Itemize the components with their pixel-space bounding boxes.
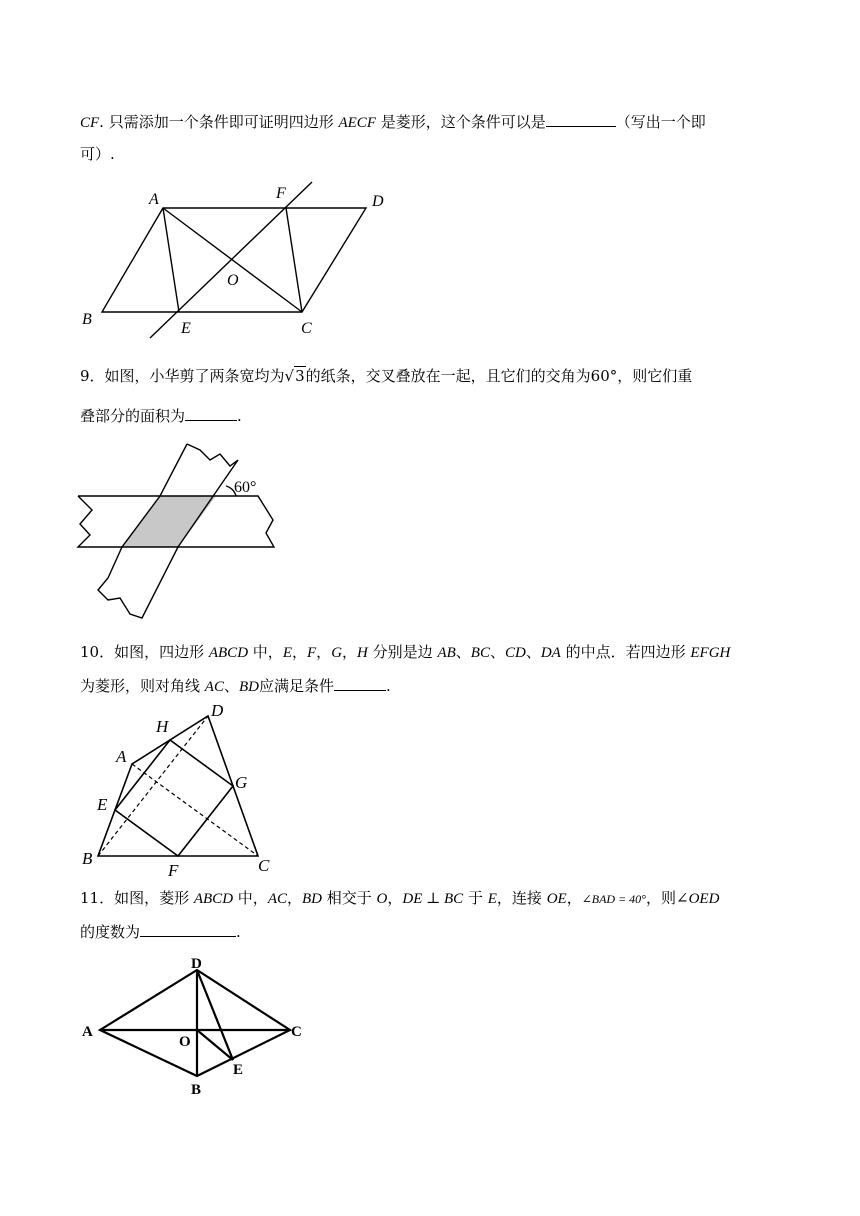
- q10-text: 分别是边: [367, 643, 438, 661]
- q11-angle-bad: ∠BAD = 40°: [581, 892, 646, 906]
- q8-text-line-2: [80, 144, 780, 164]
- label-c: C: [291, 1024, 302, 1040]
- q9-text-line-1: [80, 366, 780, 386]
- q11-text: ，连接: [496, 889, 547, 907]
- q8-segment-aecf: AECF: [338, 115, 376, 131]
- q8-text: . 只需添加一个条件即可证明四边形: [99, 113, 339, 131]
- q11-angle-oed: ∠OED: [676, 891, 720, 907]
- q11-o: O: [376, 891, 388, 907]
- label-c: C: [258, 856, 270, 875]
- q11-e: E: [487, 891, 497, 907]
- label-a: A: [116, 747, 127, 766]
- label-o: O: [179, 1034, 191, 1050]
- diagonal-bd-dashed: [98, 716, 208, 856]
- label-d: D: [372, 193, 384, 210]
- q10-dun: 、: [525, 643, 541, 661]
- q9-text-line-2: [80, 406, 780, 426]
- q10-comma: ，: [316, 643, 332, 661]
- q10-text: 应满足条件: [258, 677, 334, 695]
- q11-de-perp-bc: DE ⊥ BC: [402, 891, 464, 907]
- radicand: 3: [295, 367, 305, 385]
- label-e: E: [181, 320, 191, 337]
- q11-text: .: [236, 923, 241, 941]
- q10-dun: 、: [489, 643, 505, 661]
- q10-ab: AB: [437, 645, 456, 661]
- q10-text: 的中点．若四边形: [560, 643, 691, 661]
- q10-abcd: ABCD: [208, 645, 249, 661]
- line-ef: [150, 182, 312, 338]
- label-a: A: [82, 1024, 93, 1040]
- label-b: B: [82, 311, 92, 328]
- label-f: F: [276, 185, 286, 202]
- q8-parallelogram-figure: [78, 178, 418, 343]
- label-o: O: [227, 272, 239, 289]
- q10-cd: CD: [504, 645, 526, 661]
- q11-text: ，则: [645, 889, 676, 907]
- q10-bc: BC: [470, 645, 490, 661]
- q11-text: 11．如图，菱形: [80, 889, 194, 907]
- q10-text: 10．如图，四边形: [80, 643, 209, 661]
- q11-text-line-2: [80, 922, 780, 942]
- q10-g: G: [331, 645, 343, 661]
- q8-text-line-1: [80, 112, 780, 133]
- q11-text-line-1: [80, 888, 780, 909]
- q8-segment-cf: CF: [80, 115, 100, 131]
- q11-answer-blank[interactable]: [140, 922, 236, 937]
- label-d: D: [191, 956, 202, 972]
- q11-comma: ，: [566, 889, 582, 907]
- q9-text: 9．如图，小华剪了两条宽均为: [80, 367, 285, 385]
- sqrt-three: [285, 366, 306, 386]
- q9-text: 的纸条，交叉叠放在一起，且它们的交角为60°，则它们重: [305, 367, 693, 385]
- q11-text: 的度数为: [80, 923, 141, 941]
- q11-text: 于: [463, 889, 488, 907]
- q9-text: .: [237, 407, 242, 425]
- q10-answer-blank[interactable]: [334, 676, 386, 691]
- label-a: A: [149, 191, 159, 208]
- q11-oe: OE: [546, 891, 567, 907]
- q9-answer-blank[interactable]: [185, 406, 237, 421]
- label-b: B: [191, 1082, 202, 1098]
- q8-text: 是菱形，这个条件可以是: [375, 113, 546, 131]
- q9-paper-strips-figure: [78, 438, 288, 623]
- label-g: G: [235, 773, 248, 792]
- angle-label-60: 60°: [234, 479, 257, 496]
- label-b: B: [82, 849, 93, 868]
- radical-sign: √: [284, 367, 295, 385]
- q10-dun: 、: [455, 643, 471, 661]
- diagonal-ac: [163, 208, 302, 312]
- q8-answer-blank[interactable]: [546, 112, 616, 127]
- q11-bd: BD: [302, 891, 322, 907]
- q10-text-line-1: [80, 642, 780, 663]
- q10-da: DA: [540, 645, 561, 661]
- q10-dun: 、: [223, 677, 239, 695]
- q9-text: 叠部分的面积为: [80, 407, 186, 425]
- rhombus-abcd: [100, 970, 290, 1076]
- q10-text: .: [385, 677, 391, 695]
- q11-comma: ，: [387, 889, 403, 907]
- q10-comma: ，: [342, 643, 358, 661]
- label-e: E: [97, 795, 108, 814]
- parallelogram-abcd: [102, 208, 366, 312]
- q10-efgh: EFGH: [690, 645, 731, 661]
- q10-e: E: [282, 645, 292, 661]
- q8-text: （写出一个即: [615, 113, 706, 131]
- q8-text: 可）.: [80, 145, 115, 163]
- q10-comma: ，: [291, 643, 307, 661]
- q11-text: 相交于: [322, 889, 377, 907]
- q10-bd: BD: [238, 679, 259, 695]
- q10-h: H: [357, 645, 368, 661]
- rhombus-efgh: [115, 740, 233, 856]
- q10-text: 中，: [248, 643, 283, 661]
- q10-quadrilateral-figure: [78, 700, 288, 880]
- overlap-region: [122, 496, 216, 547]
- segment-ae: [163, 208, 179, 312]
- q10-text-line-2: [80, 676, 780, 697]
- label-h: H: [156, 717, 169, 736]
- q11-abcd: ABCD: [193, 891, 234, 907]
- q10-ac: AC: [204, 679, 224, 695]
- q10-f: F: [307, 645, 317, 661]
- label-e: E: [233, 1062, 244, 1078]
- q10-text: 为菱形，则对角线: [80, 677, 205, 695]
- segment-fc: [286, 208, 302, 312]
- label-c: C: [301, 320, 312, 337]
- q11-text: 中，: [233, 889, 268, 907]
- label-d: D: [211, 701, 224, 720]
- segment-de: [197, 970, 233, 1060]
- q11-rhombus-figure: [78, 956, 318, 1101]
- q11-ac: AC: [267, 891, 287, 907]
- q11-comma: ，: [286, 889, 302, 907]
- label-f: F: [168, 861, 179, 880]
